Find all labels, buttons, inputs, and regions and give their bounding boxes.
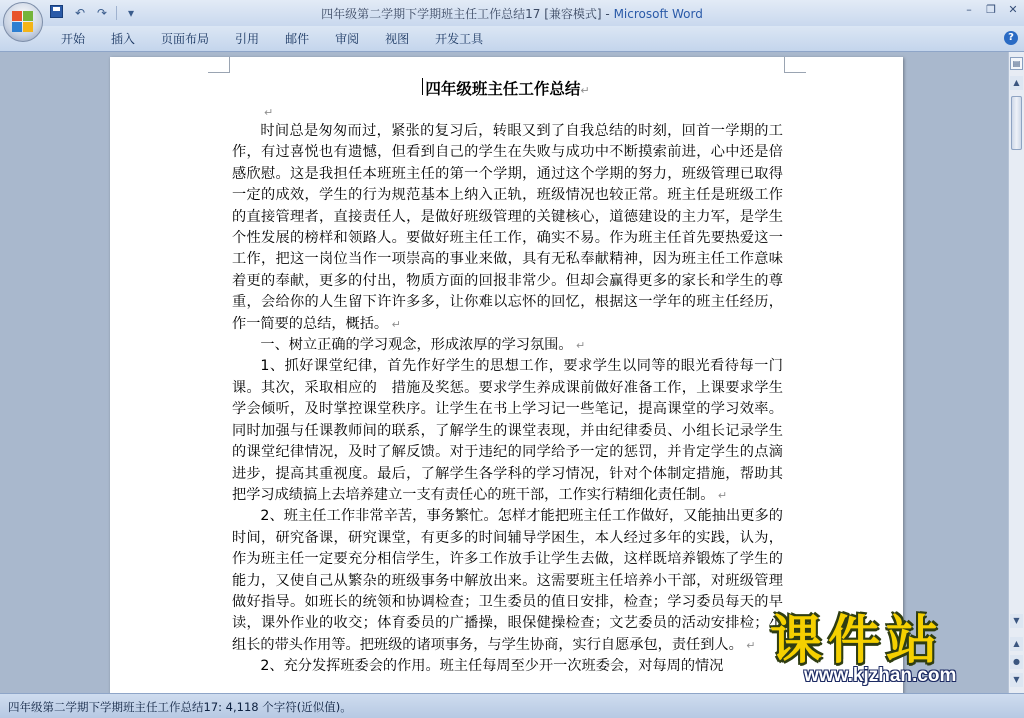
paragraph-item-3: 2、充分发挥班委会的作用。班主任每周至少开一次班委会，对每周的情况	[260, 658, 724, 675]
watermark-logo	[770, 613, 1010, 693]
minimize-button[interactable]	[962, 2, 976, 18]
watermark-url: www.kjzhan.com	[804, 665, 957, 686]
margin-corner-left	[208, 57, 230, 73]
scroll-down-button[interactable]: ▼	[1010, 614, 1023, 628]
restore-icon: ❐	[986, 3, 996, 16]
status-text: 四年级第二学期下学期班主任工作总结17: 4,118 个字符(近似值)。	[8, 700, 352, 714]
tab-insert[interactable]: 插入	[111, 32, 136, 46]
document-title: 四年级班主任工作总结↵	[425, 80, 590, 98]
ruler-toggle-icon[interactable]: ▤	[1010, 57, 1023, 70]
tab-review[interactable]: 审阅	[335, 32, 360, 46]
office-button[interactable]	[3, 2, 43, 42]
scroll-thumb[interactable]	[1011, 96, 1022, 150]
paragraph-intro: 时间总是匆匆而过，紧张的复习后，转眼又到了自我总结的时刻，回首一学期的工作，有过喜悦也有遗憾，但看到自己的学生在失败与成功中不断摸索前进，心中还是倍感欣慰。这是我担任本班班主任的第一个学期，通过这个学期的努力，班级管理已取得一定的成效，学生的行为规范基本上纳入正轨，班级情况也较正常。班主任是班级工作的直接管理者，直接责任人，是做好班级管理的关键核心，道德建设的主力军，是学生个性发展的榜样和领路人。要做好班主任工作，确实不易。作为班主任首先要热爱这一工作，把这一岗位当作一项崇高的事业来做，具有无私奉献精神，因为班主任工作意味着更的奉献，更多的付出，物质方面的回报非常少。但却会赢得更多的家长和学生的尊重，会给你的人生留下许许多多，让你难以忘怀的回忆，根据这一学年的班主任经历，作一简要的总结，概括。 ↵	[232, 123, 783, 332]
vertical-scrollbar[interactable]	[1008, 52, 1024, 693]
status-bar	[0, 693, 1024, 718]
tab-view[interactable]: 视图	[385, 32, 410, 46]
document-page[interactable]	[110, 57, 903, 693]
paragraph-item-2: 2、班主任工作非常辛苦，事务繁忙。怎样才能把班主任工作做好，又能抽出更多的时间，研究备课，研究课堂，有更多的时间辅导学困生，本人经过多年的实践，认为，作为班主任一定要充分相信学生，许多工作放手让学生去做，这样既培养锻炼了学生的能力，又使自己从繁杂的班级事务中解放出来。这需要班主任培养小干部，对班级管理做好指导。如班长的统领和协调检查；卫生委员的值日安排，检查；学习委员每天的早读，课外作业的收交；体育委员的广播操，眼保健操检查；文艺委员的活动安排检；小组长的带头作用等。把班级的诸项事务，与学生协商，实行自愿承包，责任到人。 ↵	[232, 508, 783, 653]
document-body[interactable]	[232, 79, 783, 678]
paragraph-item-1: 1、抓好课堂纪律，首先作好学生的思想工作，要求学生以同等的眼光看待每一门课。其次，采取相应的 措施及奖惩。要求学生养成课前做好准备工作，上课要求学生学会倾听，及时掌控课堂秩序。让学生在书上学习记一些笔记，提高课堂的学习效率。同时加强与任课教师间的联系，了解学生的课堂表现，并由纪律委员、小组长记录学生的课堂纪律情况，及时了解反馈。对于违纪的同学给予一定的惩罚，并肯定学生的点滴进步，提高其重视度。最后，了解学生各学科的学习情况，针对个体制定措施，帮助其把学习成绩搞上去培养建立一支有责任心的班干部，工作实行精细化责任制。 ↵	[232, 358, 783, 503]
minimize-icon: –	[966, 3, 972, 16]
browse-buttons	[1010, 637, 1023, 687]
tab-mailings[interactable]: 邮件	[285, 32, 310, 46]
ribbon-tab-bar	[0, 26, 1024, 52]
app-name: Microsoft Word	[613, 7, 703, 21]
window-controls	[962, 2, 1020, 18]
empty-paragraph: ↵	[264, 106, 274, 119]
document-name: 四年级第二学期下学期班主任工作总结17 [兼容模式] -	[321, 7, 614, 21]
tab-page-layout[interactable]: 页面布局	[161, 32, 210, 46]
office-logo-icon	[12, 11, 34, 33]
redo-icon: ↷	[96, 6, 108, 20]
help-icon[interactable]: ?	[1004, 31, 1018, 45]
tab-references[interactable]: 引用	[235, 32, 260, 46]
paragraph-section-1: 一、树立正确的学习观念，形成浓厚的学习氛围。 ↵	[260, 337, 586, 354]
window-title	[0, 5, 1024, 22]
watermark-title: 课件站	[770, 611, 945, 671]
undo-icon: ↶	[74, 6, 86, 20]
title-bar	[0, 0, 1024, 26]
document-area[interactable]	[0, 52, 1008, 693]
tab-home[interactable]: 开始	[61, 32, 86, 46]
restore-button[interactable]	[984, 2, 998, 18]
close-button[interactable]	[1006, 2, 1020, 18]
scroll-up-button[interactable]: ▲	[1010, 76, 1023, 90]
margin-corner-right	[784, 57, 806, 73]
previous-page-icon[interactable]: ▲	[1010, 637, 1023, 651]
ribbon-tabs	[48, 31, 496, 47]
browse-object-icon[interactable]: ●	[1010, 655, 1023, 669]
next-page-icon[interactable]: ▼	[1010, 673, 1023, 687]
close-icon: ✕	[1008, 3, 1018, 16]
dropdown-icon: ▾	[127, 6, 135, 20]
tab-developer[interactable]: 开发工具	[435, 32, 484, 46]
